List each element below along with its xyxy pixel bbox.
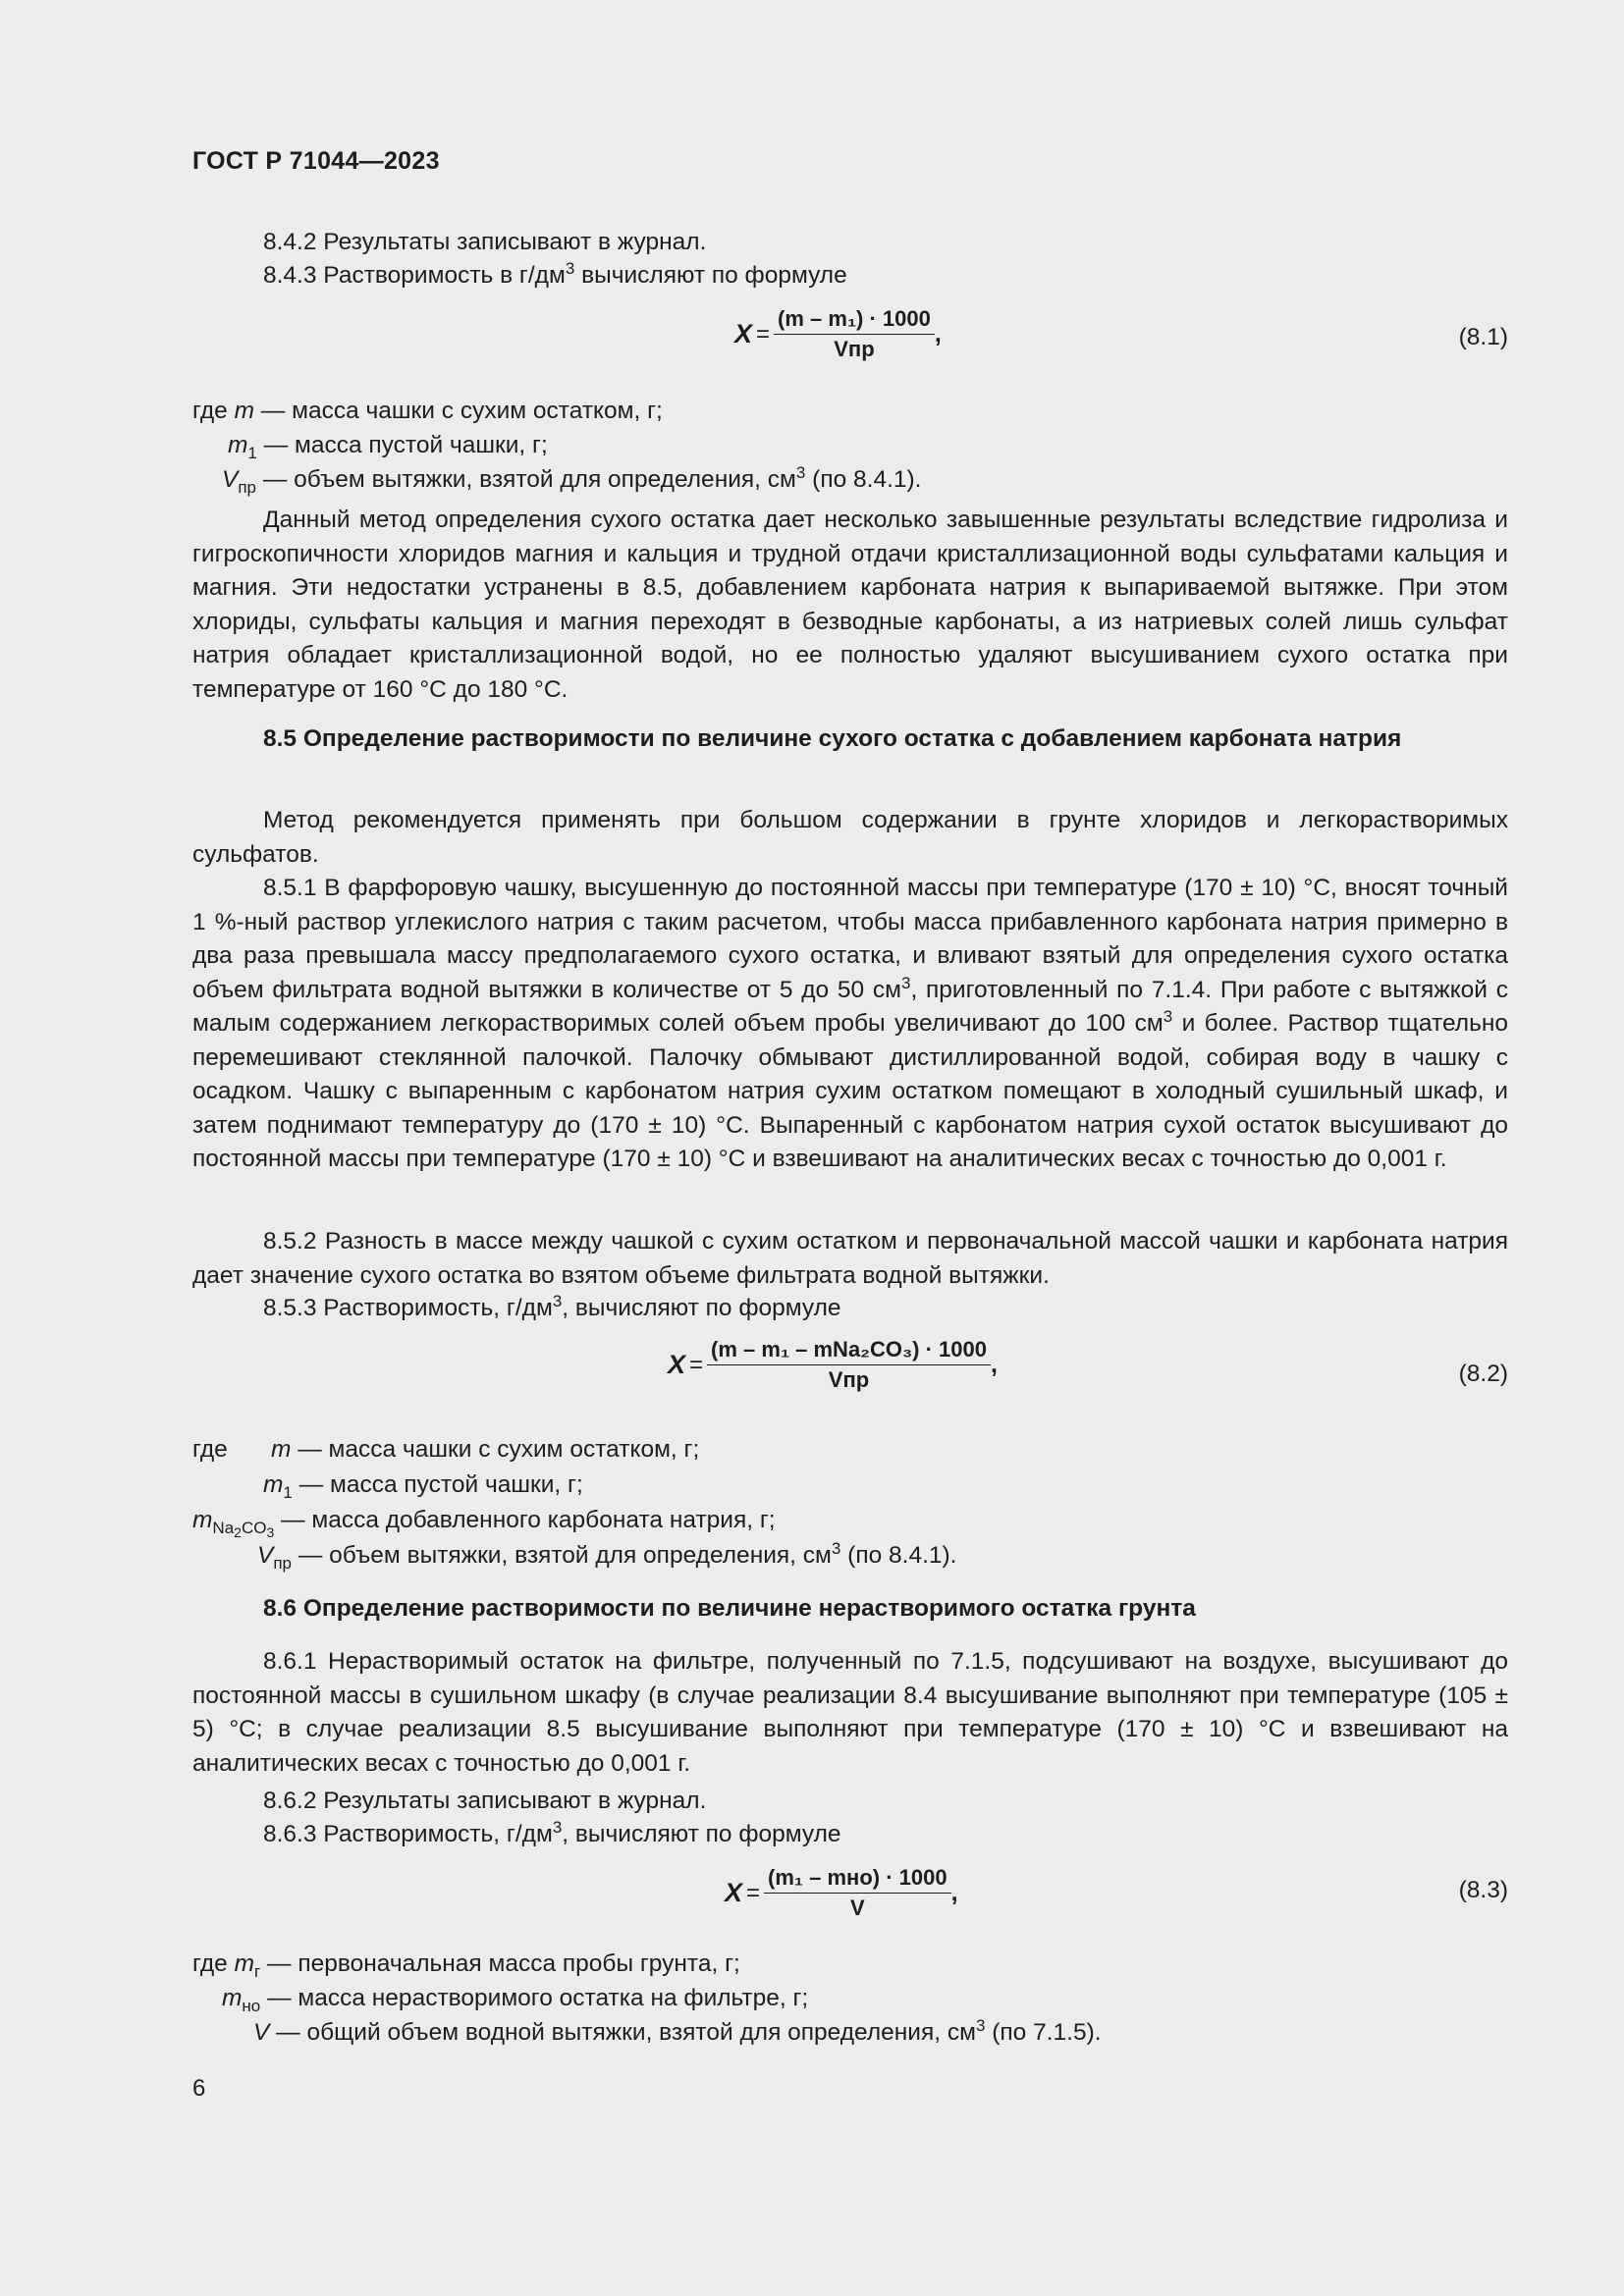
symbol: V	[257, 1542, 274, 1569]
formula-variable: X	[668, 1350, 686, 1379]
subscript: 1	[283, 1482, 293, 1502]
subscript: но	[242, 1996, 261, 2015]
superscript: 3	[552, 1817, 563, 1837]
formula-number: (8.1)	[1458, 324, 1508, 350]
subscript: Na2CO3	[212, 1518, 275, 1540]
fraction	[774, 306, 935, 362]
formula-number: (8.2)	[1458, 1361, 1508, 1387]
numerator: (m – m₁) · 1000	[774, 306, 935, 335]
paragraph-8-5-2: 8.5.2 Разность в массе между чашкой с сухим остатком и первоначальной массой чашки и карбоната натрия дает значение сухого остатка во взятом объеме фильтрата водной вытяжки.	[192, 1228, 1508, 1289]
where-prefix: где	[192, 1950, 235, 1977]
symbol: m	[222, 1985, 243, 2011]
subscript: пр	[273, 1553, 293, 1573]
equals-sign: =	[756, 320, 771, 347]
subscript: пр	[238, 477, 257, 497]
clause-8-5-3	[263, 1292, 841, 1325]
section-heading-8-6: 8.6 Определение растворимости по величине нерастворимого остатка грунта	[263, 1595, 1196, 1622]
definition: (по 8.4.1).	[805, 466, 922, 493]
definition: — масса нерастворимого остатка на фильтре, г;	[260, 1985, 809, 2011]
formula-number: (8.3)	[1458, 1877, 1508, 1903]
clause-text: 8.5.3 Растворимость, г/дм	[263, 1295, 553, 1321]
paragraph-8-6-1: 8.6.1 Нерастворимый остаток на фильтре, полученный по 7.1.5, подсушивают на воздухе, высушивают до постоянной массы в сушильном шкафу (в случае реализации 8.4 высушивание выполняют при температуре (105 ± 5) °С; в случае реализации 8.5 высушивание выполняют при температуре (170 ± 10) °С и взвешивают на аналитических весах с точностью до 0,001 г.	[192, 1648, 1508, 1777]
clause-text: 8.6.3 Растворимость, г/дм	[263, 1821, 553, 1847]
symbol: m	[263, 1471, 284, 1498]
clause-text: и более. Раствор тщательно перемешивают стеклянной палочкой. Палочку обмывают дистиллированной водой, собирая воду в чашку с осадком. Чашку с выпаренным с карбонатом натрия сухим остатком помещают в холодный сушильный шкаф, и затем поднимают температуру до (170 ± 10) °С. Выпаренный с карбонатом натрия сухой остаток высушивают до постоянной массы при температуре (170 ± 10) °С и взвешивают на аналитических весах с точностью до 0,001 г.	[192, 1010, 1508, 1172]
subscript: 1	[247, 443, 257, 462]
superscript: 3	[795, 462, 806, 482]
symbol: m	[192, 1507, 213, 1533]
superscript: 3	[552, 1291, 563, 1310]
subscript: г	[254, 1961, 261, 1981]
clause-8-6-3	[263, 1818, 841, 1851]
clause-8-6-2: 8.6.2 Результаты записывают в журнал.	[263, 1788, 707, 1814]
definition: — масса пустой чашки, г;	[256, 432, 548, 458]
definition: — первоначальная масса пробы грунта, г;	[260, 1950, 740, 1977]
clause-text: вычисляют по формуле	[574, 262, 847, 289]
definition: — общий объем водной вытяжки, взятой для определения, см	[269, 2019, 976, 2046]
where-line	[257, 1539, 956, 1573]
clause-text: , вычисляют по формуле	[562, 1295, 841, 1321]
definition: — масса добавленного карбоната натрия, г;	[274, 1507, 776, 1533]
section-heading-8-5: 8.5 Определение растворимости по величине сухого остатка с добавлением карбоната натрия	[263, 725, 1402, 752]
where-line	[228, 429, 548, 462]
symbol: V	[253, 2019, 270, 2046]
superscript: 3	[901, 973, 911, 992]
definition: (по 7.1.5).	[985, 2019, 1102, 2046]
paragraph-8-5-1	[192, 872, 1508, 1177]
where-line	[192, 1948, 740, 1981]
formula-punct: ,	[934, 320, 942, 347]
equals-sign: =	[689, 1351, 704, 1378]
denominator: Vпр	[834, 337, 875, 361]
where-line	[253, 2016, 1102, 2050]
definition: — масса чашки с сухим остатком, г;	[254, 398, 663, 424]
paragraph-method-note: Данный метод определения сухого остатка дает несколько завышенные результаты вследствие гидролиза и гигроскопичности хлоридов магния и кальция и трудной отдачи кристаллизационной воды сульфатами кальция и магния. Эти недостатки устранены в 8.5, добавлением карбоната натрия к выпариваемой вытяжке. При этом хлориды, сульфаты кальция и магния переходят в безводные карбонаты, а из натриевых солей лишь сульфат натрия обладает кристаллизационной водой, но ее полностью удаляют высушиванием сухого остатка при температуре от 160 °С до 180 °С.	[192, 507, 1508, 703]
document-header: ГОСТ Р 71044—2023	[192, 147, 440, 175]
symbol: m	[234, 1950, 254, 1977]
where-line	[192, 395, 663, 428]
formula-8-2	[668, 1337, 998, 1393]
formula-variable: X	[725, 1878, 743, 1907]
where-prefix: где	[192, 398, 235, 424]
superscript: 3	[975, 2015, 986, 2035]
equals-sign: =	[746, 1879, 761, 1906]
clause-text: , вычисляют по формуле	[562, 1821, 841, 1847]
denominator: V	[849, 1896, 865, 1920]
symbol: m	[234, 398, 254, 424]
denominator: Vпр	[828, 1367, 870, 1392]
clause-text: , приготовленный по 7.1.4. При работе с вытяжкой с малым содержанием легкорастворимых солей объем пробы увеличивают до 100 см	[192, 976, 1508, 1037]
formula-punct: ,	[990, 1351, 998, 1378]
where-line	[222, 1982, 808, 2015]
fraction	[707, 1337, 991, 1393]
numerator: (m₁ – mно) · 1000	[764, 1865, 951, 1894]
page-number: 6	[192, 2075, 206, 2102]
clause-text: 8.4.3 Растворимость в г/дм	[263, 262, 566, 289]
definition: — масса пустой чашки, г;	[292, 1471, 583, 1498]
clause-8-4-2: 8.4.2 Результаты записывают в журнал.	[263, 229, 707, 255]
superscript: 3	[831, 1538, 841, 1558]
symbol: V	[222, 466, 239, 493]
formula-punct: ,	[950, 1879, 958, 1906]
symbol: m	[228, 432, 248, 458]
where-line	[263, 1468, 583, 1502]
formula-8-1	[734, 306, 942, 362]
where-line	[222, 463, 921, 497]
definition: — объем вытяжки, взятой для определения, см	[256, 466, 796, 493]
where-line	[192, 1504, 776, 1540]
formula-8-3	[725, 1865, 958, 1921]
numerator: (m – m₁ – mNa₂CO₃) · 1000	[707, 1337, 991, 1365]
where-line	[271, 1433, 699, 1467]
paragraph-8-5: Метод рекомендуется применять при большом содержании в грунте хлоридов и легкорастворимых сульфатов.	[192, 807, 1508, 868]
clause-text: 8.5.1 В фарфоровую чашку, высушенную до постоянной массы при температуре (170 ± 10) °С, вносят точный 1 %-ный раствор углекислого натрия с таким расчетом, чтобы масса прибавленного карбоната натрия примерно в два раза превышала массу предполагаемого сухого остатка, и вливают взятый для определения сухого остатка объем фильтрата водной вытяжки в количестве от 5 до 50 см	[192, 875, 1508, 1003]
fraction	[764, 1865, 951, 1921]
superscript: 3	[1163, 1006, 1173, 1026]
superscript: 3	[565, 258, 575, 278]
where-prefix: где	[192, 1436, 228, 1463]
definition: (по 8.4.1).	[840, 1542, 957, 1569]
definition: — масса чашки с сухим остатком, г;	[291, 1436, 700, 1463]
formula-variable: X	[734, 319, 753, 348]
definition: — объем вытяжки, взятой для определения, см	[292, 1542, 832, 1569]
clause-8-4-3	[263, 259, 847, 293]
symbol: m	[271, 1436, 292, 1463]
